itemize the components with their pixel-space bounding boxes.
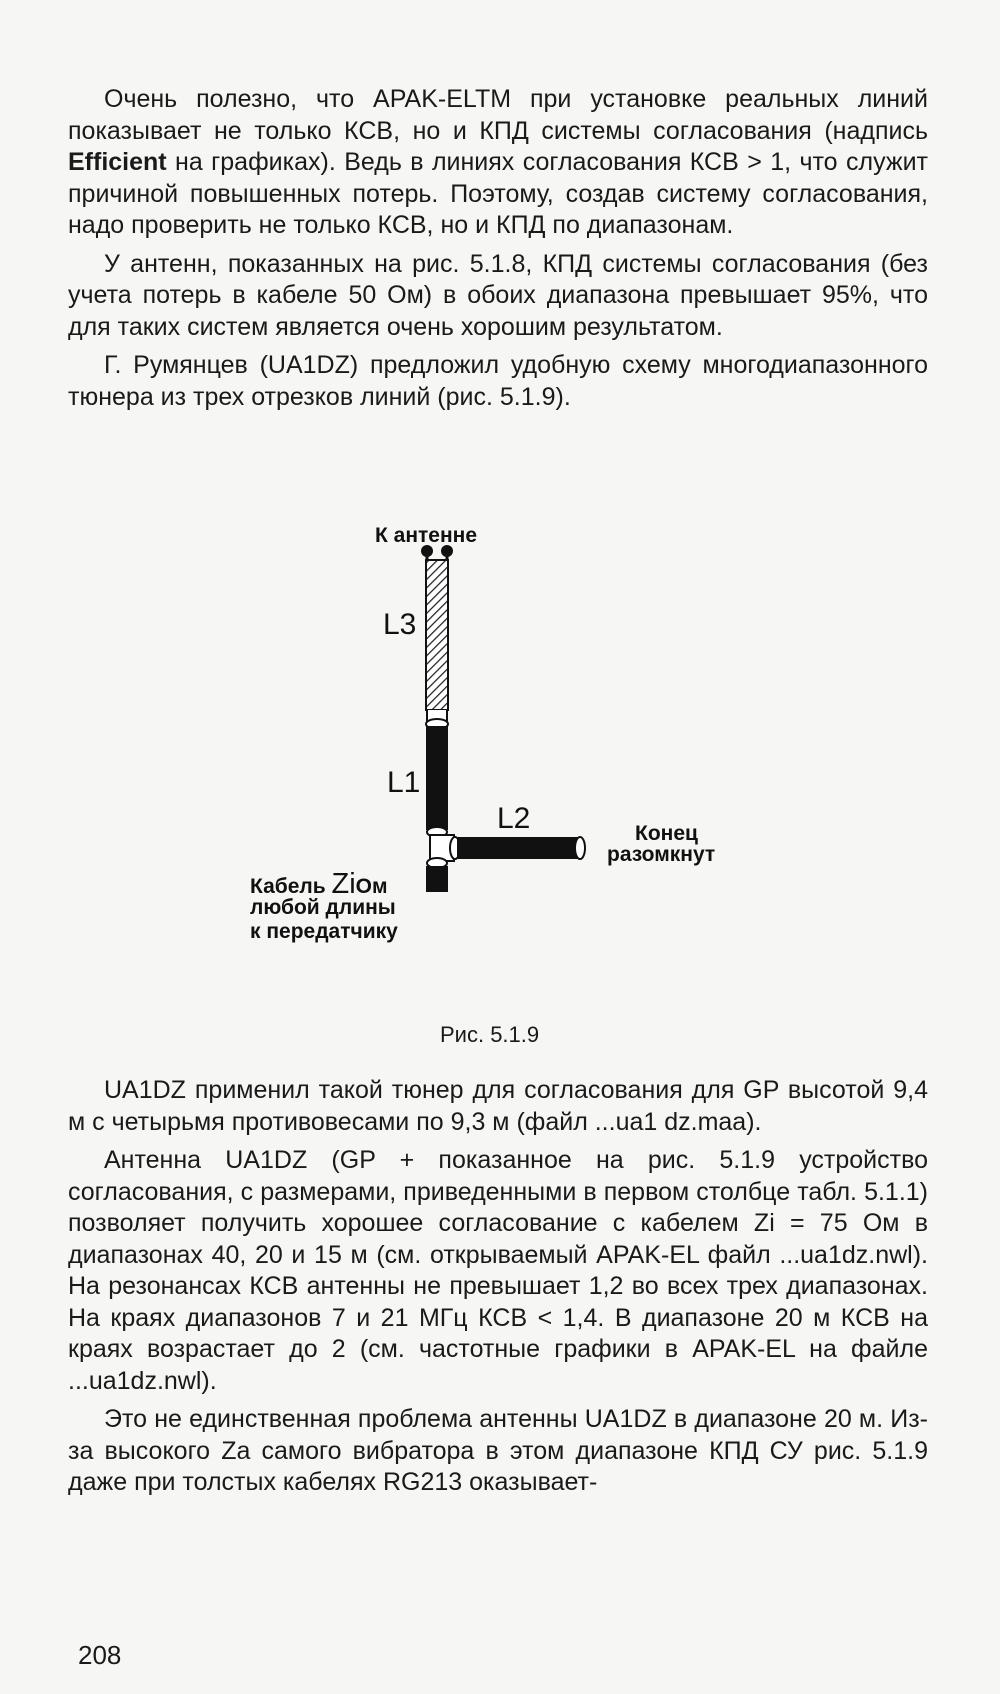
l1-label: L1 [387,766,421,799]
bottom-text [68,1075,928,1506]
cable-zi: Zi [331,868,356,900]
page-number: 208 [78,1640,122,1670]
cable-label-line3: к передатчику [250,920,398,943]
l2-open-end [575,837,585,859]
to-antenna-label: К антенне [375,524,478,547]
figure-caption: Рис. 5.1.9 [440,1022,540,1047]
paragraph-1 [68,84,928,242]
paragraph-2: У антенн, показанных на рис. 5.1.8, КПД системы согласования (без учета потерь в кабеле 50 Ом) в обоих диапазона превышает 95%, что для таких систем является очень хорошим результатом. [68,249,928,341]
l3-label: L3 [383,608,417,641]
open-end-label-line2: разомкнут [607,843,716,866]
l1-line-section [426,726,448,830]
cable-word: Кабель [250,875,332,898]
l2-label: L2 [497,802,531,835]
cable-ohm: Ом [355,875,388,898]
l2-line-section [457,837,579,859]
paragraph-1-part-1: Очень полезно, что APAK-ELTM при установке реальных линий показывает не только КСВ, но и КПД системы согласования (надпись [68,85,928,145]
open-end-label-line1: Конец [635,822,698,845]
paragraph-1-part-2: на графиках). Ведь в линиях согласования КСВ > 1, что служит причиной повышенных потерь. Поэтому, создав систему согласования, надо проверить не только КСВ, но и КПД по диапазонам. [68,148,928,239]
cable-label-line2: любой длины [250,896,396,919]
feed-cable-stub [426,866,448,892]
figure-5-1-9 [0,524,1000,1070]
top-text [68,84,928,420]
paragraph-5: Антенна UA1DZ (GP + показанное на рис. 5.1.9 устройство согласования, с размерами, приведенными в первом столбце табл. 5.1.1) позволяет получить хорошее согласование с кабелем Zi = 75 Ом в диапазонах 40, 20 и 15 м (см. открываемый APAK-EL файл ...ua1dz.nwl). На резонансах КСВ антенны не превышает 1,2 во всех трех диапазонах. На краях диапазонов 7 и 21 МГц КСВ < 1,4. В диапазоне 20 м КСВ на краях возрастает до 2 (см. частотные графики в APAK-EL на файле ...ua1dz.nwl). [68,1146,928,1395]
paragraph-6: Это не единственная проблема антенны UA1DZ в диапазоне 20 м. Из-за высокого Za самого вибратора в этом диапазоне КПД СУ рис. 5.1.9 даже при толстых кабелях RG213 оказывает- [68,1405,928,1496]
paragraph-4: UA1DZ применил такой тюнер для согласования для GP высотой 9,4 м с четырьмя противовесами по 9,3 м (файл ...ua1 dz.maa). [68,1076,928,1136]
efficient-term: Efficient [68,148,167,176]
paragraph-3: Г. Румянцев (UA1DZ) предложил удобную схему многодиапазонного тюнера из трех отрезков линий (рис. 5.1.9). [68,351,928,411]
tuner-diagram [0,530,1000,1030]
l3-line-section [426,560,448,710]
